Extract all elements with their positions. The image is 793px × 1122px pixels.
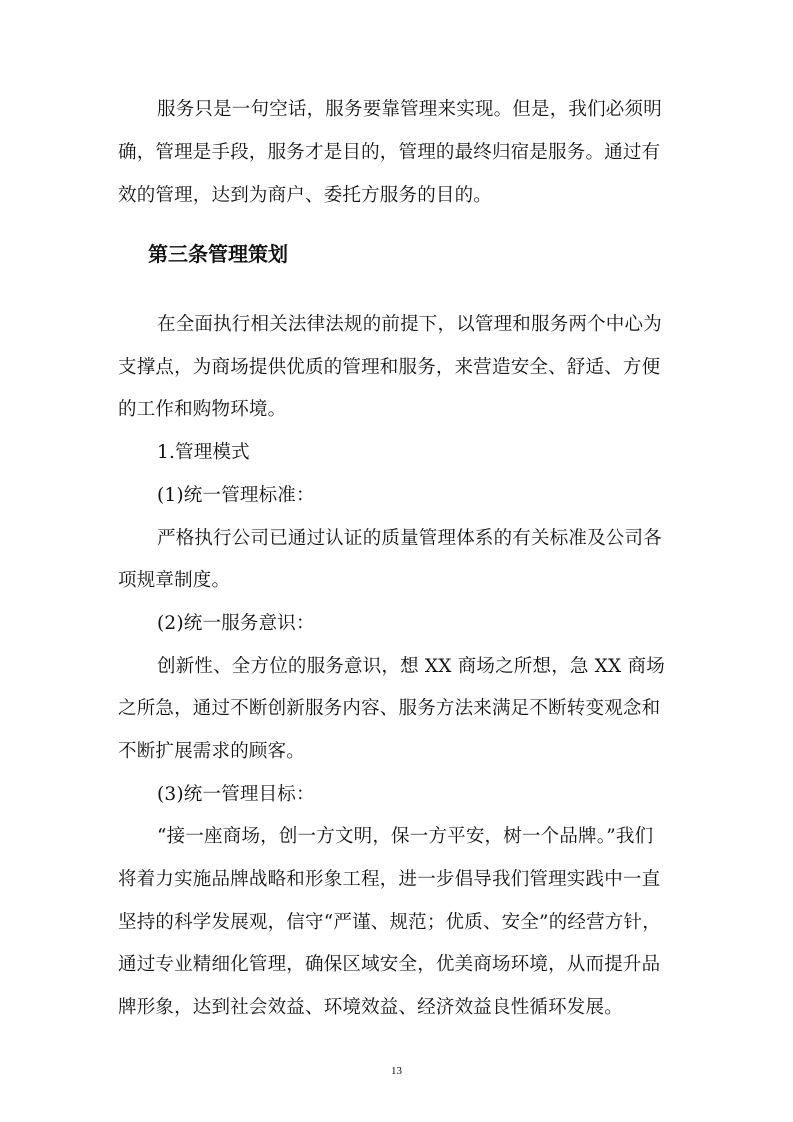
- paragraph-line: 牌形象，达到社会效益、环境效益、经济效益良性循环发展。: [118, 997, 623, 1018]
- paragraph-line: 服务只是一句空话，服务要靠管理来实现。但是，我们必须明: [157, 99, 662, 120]
- item-title: (1)统一管理标准：: [157, 485, 315, 506]
- section-heading: 第三条管理策划: [148, 242, 288, 266]
- paragraph-line: 确，管理是手段，服务才是目的，管理的最终归宿是服务。通过有: [118, 142, 661, 163]
- item-title: (2)统一服务意识：: [157, 613, 315, 634]
- paragraph-line: 通过专业精细化管理，确保区域安全，优美商场环境，从而提升品: [118, 954, 661, 975]
- paragraph-line: 严格执行公司已通过认证的质量管理体系的有关标准及公司各: [157, 528, 662, 549]
- paragraph-line: 不断扩展需求的顾客。: [118, 741, 306, 762]
- paragraph-line: 项规章制度。: [118, 570, 231, 591]
- subsection-title: 1.管理模式: [157, 442, 250, 463]
- paragraph-line: 坚持的科学发展观，信守“严谨、规范；优质、安全”的经营方针，: [118, 912, 661, 933]
- paragraph-line: 在全面执行相关法律法规的前提下，以管理和服务两个中心为: [157, 314, 662, 335]
- paragraph-line: 之所急，通过不断创新服务内容、服务方法来满足不断转变观念和: [118, 698, 661, 719]
- paragraph-line: 的工作和购物环境。: [118, 399, 287, 420]
- paragraph-line: “接一座商场，创一方文明，保一方平安，树一个品牌。”我们: [157, 826, 654, 847]
- item-title: (3)统一管理目标：: [157, 784, 315, 805]
- paragraph-line: 创新性、全方位的服务意识，想 XX 商场之所想，急 XX 商场: [157, 656, 665, 677]
- page-number: 13: [391, 1065, 402, 1077]
- paragraph-line: 将着力实施品牌战略和形象工程，进一步倡导我们管理实践中一直: [118, 869, 661, 890]
- paragraph-line: 支撑点，为商场提供优质的管理和服务，来营造安全、舒适、方便: [118, 357, 661, 378]
- paragraph-line: 效的管理，达到为商户、委托方服务的目的。: [118, 185, 493, 206]
